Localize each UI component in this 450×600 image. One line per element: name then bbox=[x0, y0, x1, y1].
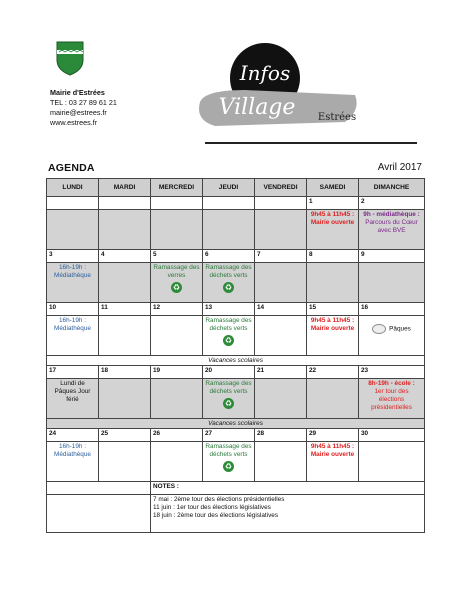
day-header: MERCREDI bbox=[151, 179, 203, 197]
day-header: MARDI bbox=[99, 179, 151, 197]
date-cell: 10 bbox=[47, 303, 99, 316]
date-cell: 30 bbox=[359, 429, 425, 442]
event-text: Parcours du Cœur avec BVE bbox=[365, 219, 418, 234]
event-cell bbox=[99, 379, 151, 419]
event-cell bbox=[359, 263, 425, 303]
date-cell: 26 bbox=[151, 429, 203, 442]
date-cell: 27 bbox=[203, 429, 255, 442]
date-row bbox=[47, 429, 425, 442]
vacation-row bbox=[47, 356, 425, 366]
date-cell: 17 bbox=[47, 366, 99, 379]
date-cell: 7 bbox=[255, 250, 307, 263]
date-cell: 13 bbox=[203, 303, 255, 316]
date-row bbox=[47, 250, 425, 263]
event-cell bbox=[203, 263, 255, 303]
date-cell: 24 bbox=[47, 429, 99, 442]
event-text: Mairie ouverte bbox=[310, 219, 355, 226]
event-cell bbox=[307, 442, 359, 482]
event-cell bbox=[255, 442, 307, 482]
mairie-website[interactable]: www.estrees.fr bbox=[50, 118, 98, 127]
notes-title-row bbox=[47, 482, 425, 495]
event-cell bbox=[151, 442, 203, 482]
event-cell bbox=[307, 316, 359, 356]
vacation-label: Vacances scolaires bbox=[47, 356, 425, 366]
event-cell bbox=[307, 263, 359, 303]
recycle-icon: ♻ bbox=[224, 283, 233, 292]
event-text: Ramassage des déchets verts bbox=[205, 264, 252, 279]
event-text: Mairie ouverte bbox=[310, 325, 355, 332]
event-cell bbox=[47, 210, 99, 250]
event-cell bbox=[99, 210, 151, 250]
event-cell bbox=[99, 442, 151, 482]
event-time: 16h-19h : bbox=[58, 264, 86, 271]
event-text: Ramassage des déchets verts bbox=[205, 443, 252, 458]
date-cell: 6 bbox=[203, 250, 255, 263]
logo-word-estrees: Estrées bbox=[317, 112, 357, 123]
day-header: DIMANCHE bbox=[359, 179, 425, 197]
date-cell: 9 bbox=[359, 250, 425, 263]
event-time: 8h-19h - école : bbox=[368, 380, 415, 387]
event-cell bbox=[359, 442, 425, 482]
event-cell bbox=[151, 210, 203, 250]
event-cell bbox=[203, 442, 255, 482]
event-cell bbox=[255, 316, 307, 356]
event-text: Médiathèque bbox=[54, 325, 91, 332]
date-cell: 4 bbox=[99, 250, 151, 263]
event-cell bbox=[203, 379, 255, 419]
date-cell: 2 bbox=[359, 197, 425, 210]
event-cell bbox=[255, 210, 307, 250]
date-cell: 1 bbox=[307, 197, 359, 210]
date-cell: 12 bbox=[151, 303, 203, 316]
easter-eggs-icon bbox=[372, 324, 386, 334]
day-header: VENDREDI bbox=[255, 179, 307, 197]
day-header: LUNDI bbox=[47, 179, 99, 197]
month-title: Avril 2017 bbox=[377, 162, 422, 173]
event-row bbox=[47, 210, 425, 250]
event-text: Médiathèque bbox=[54, 272, 91, 279]
date-cell: 14 bbox=[255, 303, 307, 316]
notes-title: NOTES : bbox=[151, 482, 425, 495]
day-header: SAMEDI bbox=[307, 179, 359, 197]
event-cell bbox=[255, 263, 307, 303]
date-cell: 18 bbox=[99, 366, 151, 379]
event-text: Mairie ouverte bbox=[310, 451, 355, 458]
event-time: 16h-19h : bbox=[58, 317, 86, 324]
date-cell: 11 bbox=[99, 303, 151, 316]
date-cell bbox=[255, 197, 307, 210]
event-cell bbox=[47, 379, 99, 419]
event-text: Pâques bbox=[389, 325, 411, 333]
event-row bbox=[47, 379, 425, 419]
note-line: 7 mai : 2ème tour des élections présidentielles bbox=[153, 496, 285, 503]
note-line: 11 juin : 1er tour des élections législatives bbox=[153, 504, 271, 511]
event-cell bbox=[203, 210, 255, 250]
agenda-title: AGENDA bbox=[48, 162, 95, 174]
event-text: Lundi de Pâques Jour férié bbox=[54, 380, 91, 403]
event-row bbox=[47, 442, 425, 482]
event-time: 16h-19h : bbox=[58, 443, 86, 450]
date-cell: 20 bbox=[203, 366, 255, 379]
mairie-name: Mairie d'Estrées bbox=[50, 88, 105, 97]
event-text: Médiathèque bbox=[54, 451, 91, 458]
event-time: 9h45 à 11h45 : bbox=[310, 443, 355, 450]
event-cell bbox=[359, 210, 425, 250]
recycle-icon: ♻ bbox=[224, 462, 233, 471]
header-divider bbox=[205, 142, 417, 144]
date-cell: 29 bbox=[307, 429, 359, 442]
date-cell: 15 bbox=[307, 303, 359, 316]
coat-of-arms-icon bbox=[55, 40, 85, 76]
day-header-row bbox=[47, 179, 425, 197]
event-text: 1er tour des élections présidentielles bbox=[371, 388, 412, 411]
event-cell bbox=[307, 210, 359, 250]
mairie-email[interactable]: mairie@estrees.fr bbox=[50, 108, 107, 117]
calendar-table bbox=[46, 178, 425, 533]
notes-body-row bbox=[47, 495, 425, 533]
event-text: Ramassage des verres bbox=[153, 264, 200, 279]
date-cell bbox=[47, 197, 99, 210]
event-time: 9h45 à 11h45 : bbox=[310, 211, 355, 218]
event-cell bbox=[359, 316, 425, 356]
event-cell bbox=[47, 263, 99, 303]
event-cell bbox=[99, 263, 151, 303]
date-row bbox=[47, 366, 425, 379]
event-time: 9h45 à 11h45 : bbox=[310, 317, 355, 324]
date-row bbox=[47, 303, 425, 316]
recycle-icon: ♻ bbox=[224, 336, 233, 345]
date-cell: 22 bbox=[307, 366, 359, 379]
event-cell bbox=[151, 316, 203, 356]
date-cell: 3 bbox=[47, 250, 99, 263]
event-cell bbox=[151, 379, 203, 419]
event-cell bbox=[307, 379, 359, 419]
event-cell bbox=[151, 263, 203, 303]
recycle-icon: ♻ bbox=[172, 283, 181, 292]
date-cell: 25 bbox=[99, 429, 151, 442]
event-time: 9h - médiathèque : bbox=[363, 211, 420, 218]
day-header: JEUDI bbox=[203, 179, 255, 197]
event-cell bbox=[255, 379, 307, 419]
date-cell bbox=[99, 197, 151, 210]
event-row bbox=[47, 316, 425, 356]
logo-word-infos: Infos bbox=[239, 61, 291, 85]
event-cell bbox=[99, 316, 151, 356]
date-row bbox=[47, 197, 425, 210]
note-line: 18 juin : 2ème tour des élections législatives bbox=[153, 512, 279, 519]
recycle-icon: ♻ bbox=[224, 399, 233, 408]
event-cell bbox=[47, 442, 99, 482]
contact-block bbox=[50, 88, 117, 128]
date-cell: 19 bbox=[151, 366, 203, 379]
event-text: Ramassage des déchets verts bbox=[205, 317, 252, 332]
infos-village-logo bbox=[185, 40, 365, 140]
date-cell: 8 bbox=[307, 250, 359, 263]
vacation-label: Vacances scolaires bbox=[47, 419, 425, 429]
date-cell: 21 bbox=[255, 366, 307, 379]
event-cell bbox=[47, 316, 99, 356]
date-cell: 28 bbox=[255, 429, 307, 442]
date-cell: 5 bbox=[151, 250, 203, 263]
logo-word-village: Village bbox=[218, 95, 296, 120]
event-row bbox=[47, 263, 425, 303]
event-cell bbox=[359, 379, 425, 419]
date-cell bbox=[203, 197, 255, 210]
date-cell: 23 bbox=[359, 366, 425, 379]
notes-body bbox=[151, 495, 425, 533]
event-text: Ramassage des déchets verts bbox=[205, 380, 252, 395]
mairie-phone: TEL : 03 27 89 61 21 bbox=[50, 98, 117, 107]
event-cell bbox=[203, 316, 255, 356]
date-cell: 16 bbox=[359, 303, 425, 316]
date-cell bbox=[151, 197, 203, 210]
vacation-row bbox=[47, 419, 425, 429]
